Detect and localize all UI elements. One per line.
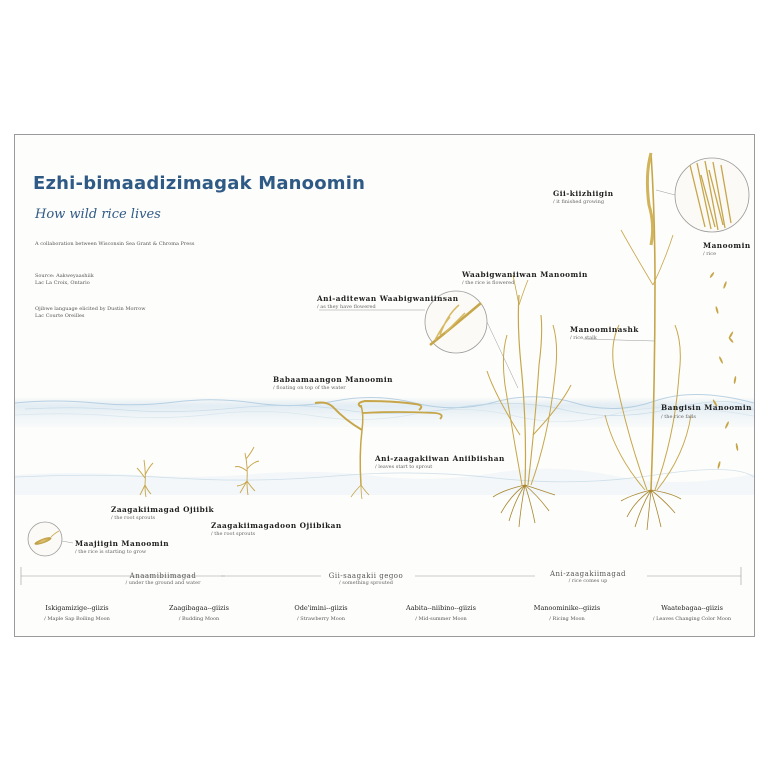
poster-frame [14,134,755,637]
credit-ojibwe: Ojibwe language elicited by Dustin Morrow [35,306,146,312]
water-surface [15,394,754,427]
desc-manoomin: / rice [703,251,717,257]
moon-desc: / Strawberry Moon [296,616,346,622]
moon-desc: / Maple Sap Boiling Moon [44,616,110,622]
page-title: Ezhi-bimaadizimagak Manoomin [33,173,366,194]
falling-grains [709,272,739,470]
moon-name: Waatebagaa--giizis [661,604,723,612]
lake-bottom [15,469,754,495]
moon-desc: / Budding Moon [178,616,220,622]
label-ojiibikan: Zaagakiimagadoon Ojiibikan [211,521,342,530]
moon-desc: / Leaves Changing Color Moon [652,616,732,622]
desc-ojiibik: / the root sprouts [111,515,156,521]
era-gii-saagakii [311,572,421,586]
moon-iskigamizige [17,604,137,622]
moon-name: Manoominike--giizis [533,604,601,612]
label-kiizhiigin: Gii-kiizhiigin [553,189,614,198]
moon-desc: / Ricing Moon [549,616,585,622]
era-desc: / something sprouted [339,580,393,586]
desc-bangisin: / the rice falls [661,414,696,420]
label-ojiibik: Zaagakiimagad Ojiibik [111,505,215,514]
desc-maajiigin: / the rice is starting to grow [75,549,147,555]
desc-manoominashk: / rice stalk [570,335,597,341]
credit-source-place: Lac La Croix, Ontario [35,280,90,286]
era-desc: / rice comes up [568,578,608,584]
desc-kiizhiigin: / it finished growing [553,199,605,205]
moon-name: Aabita--niibino--giizis [406,604,476,612]
credit-ojibwe-place: Lac Courte Oreilles [35,313,85,319]
label-babaamaangon: Babaamaangon Manoomin [273,375,393,384]
moon-zaagibagaa [139,604,259,622]
desc-ojiibikan: / the root sprouts [211,531,256,537]
era-desc: / under the ground and water [125,580,201,586]
moon-name: Zaagibagaa--giizis [168,604,229,612]
label-waabigwaniiwan: Waabigwaniiwan Manoomin [462,270,588,279]
era-name: Ani-zaagakiimagad [549,570,627,578]
moon-waatebagaa [631,604,753,622]
label-manoominashk: Manoominashk [570,325,639,334]
credit-collab: A collaboration between Wisconsin Sea Grant & Chroma Press [35,241,195,247]
label-manoomin: Manoomin [703,241,751,250]
moon-name: Ode'imini--giizis [294,604,348,612]
credit-source: Source: Aakweyaashiik [35,273,94,279]
seed-sprouting [28,522,73,556]
desc-waabigwaniiwan: / the rice is flowered [462,280,515,286]
moon-name: Iskigamizige--giizis [45,604,109,612]
desc-aniibiishan: / leaves start to sprout [375,464,433,470]
moon-odeimini [261,604,381,622]
desc-babaamaangon: / floating on top of the water [273,385,346,391]
grain-detail [656,158,749,232]
moon-manoominike [507,604,627,622]
era-ani-zaagakiimagad [533,570,643,584]
era-name: Gii-saagakii gegoo [328,572,404,580]
label-aniibiishan: Ani-zaagakiiwan Aniibiishan [375,454,505,463]
page-subtitle: How wild rice lives [35,207,161,222]
moon-aabita-niibino [381,604,501,622]
label-bangisin: Bangisin Manoomin [661,403,752,412]
label-maajiigin: Maajiigin Manoomin [75,539,170,548]
desc-aditewan: / as they have flowered [317,304,376,310]
label-aditewan: Ani-aditewan Waabigwaniinsan [317,294,459,303]
moon-desc: / Mid-summer Moon [415,616,467,622]
era-anaamibiimagad [103,572,223,586]
era-name: Anaamibiimagad [129,572,197,580]
